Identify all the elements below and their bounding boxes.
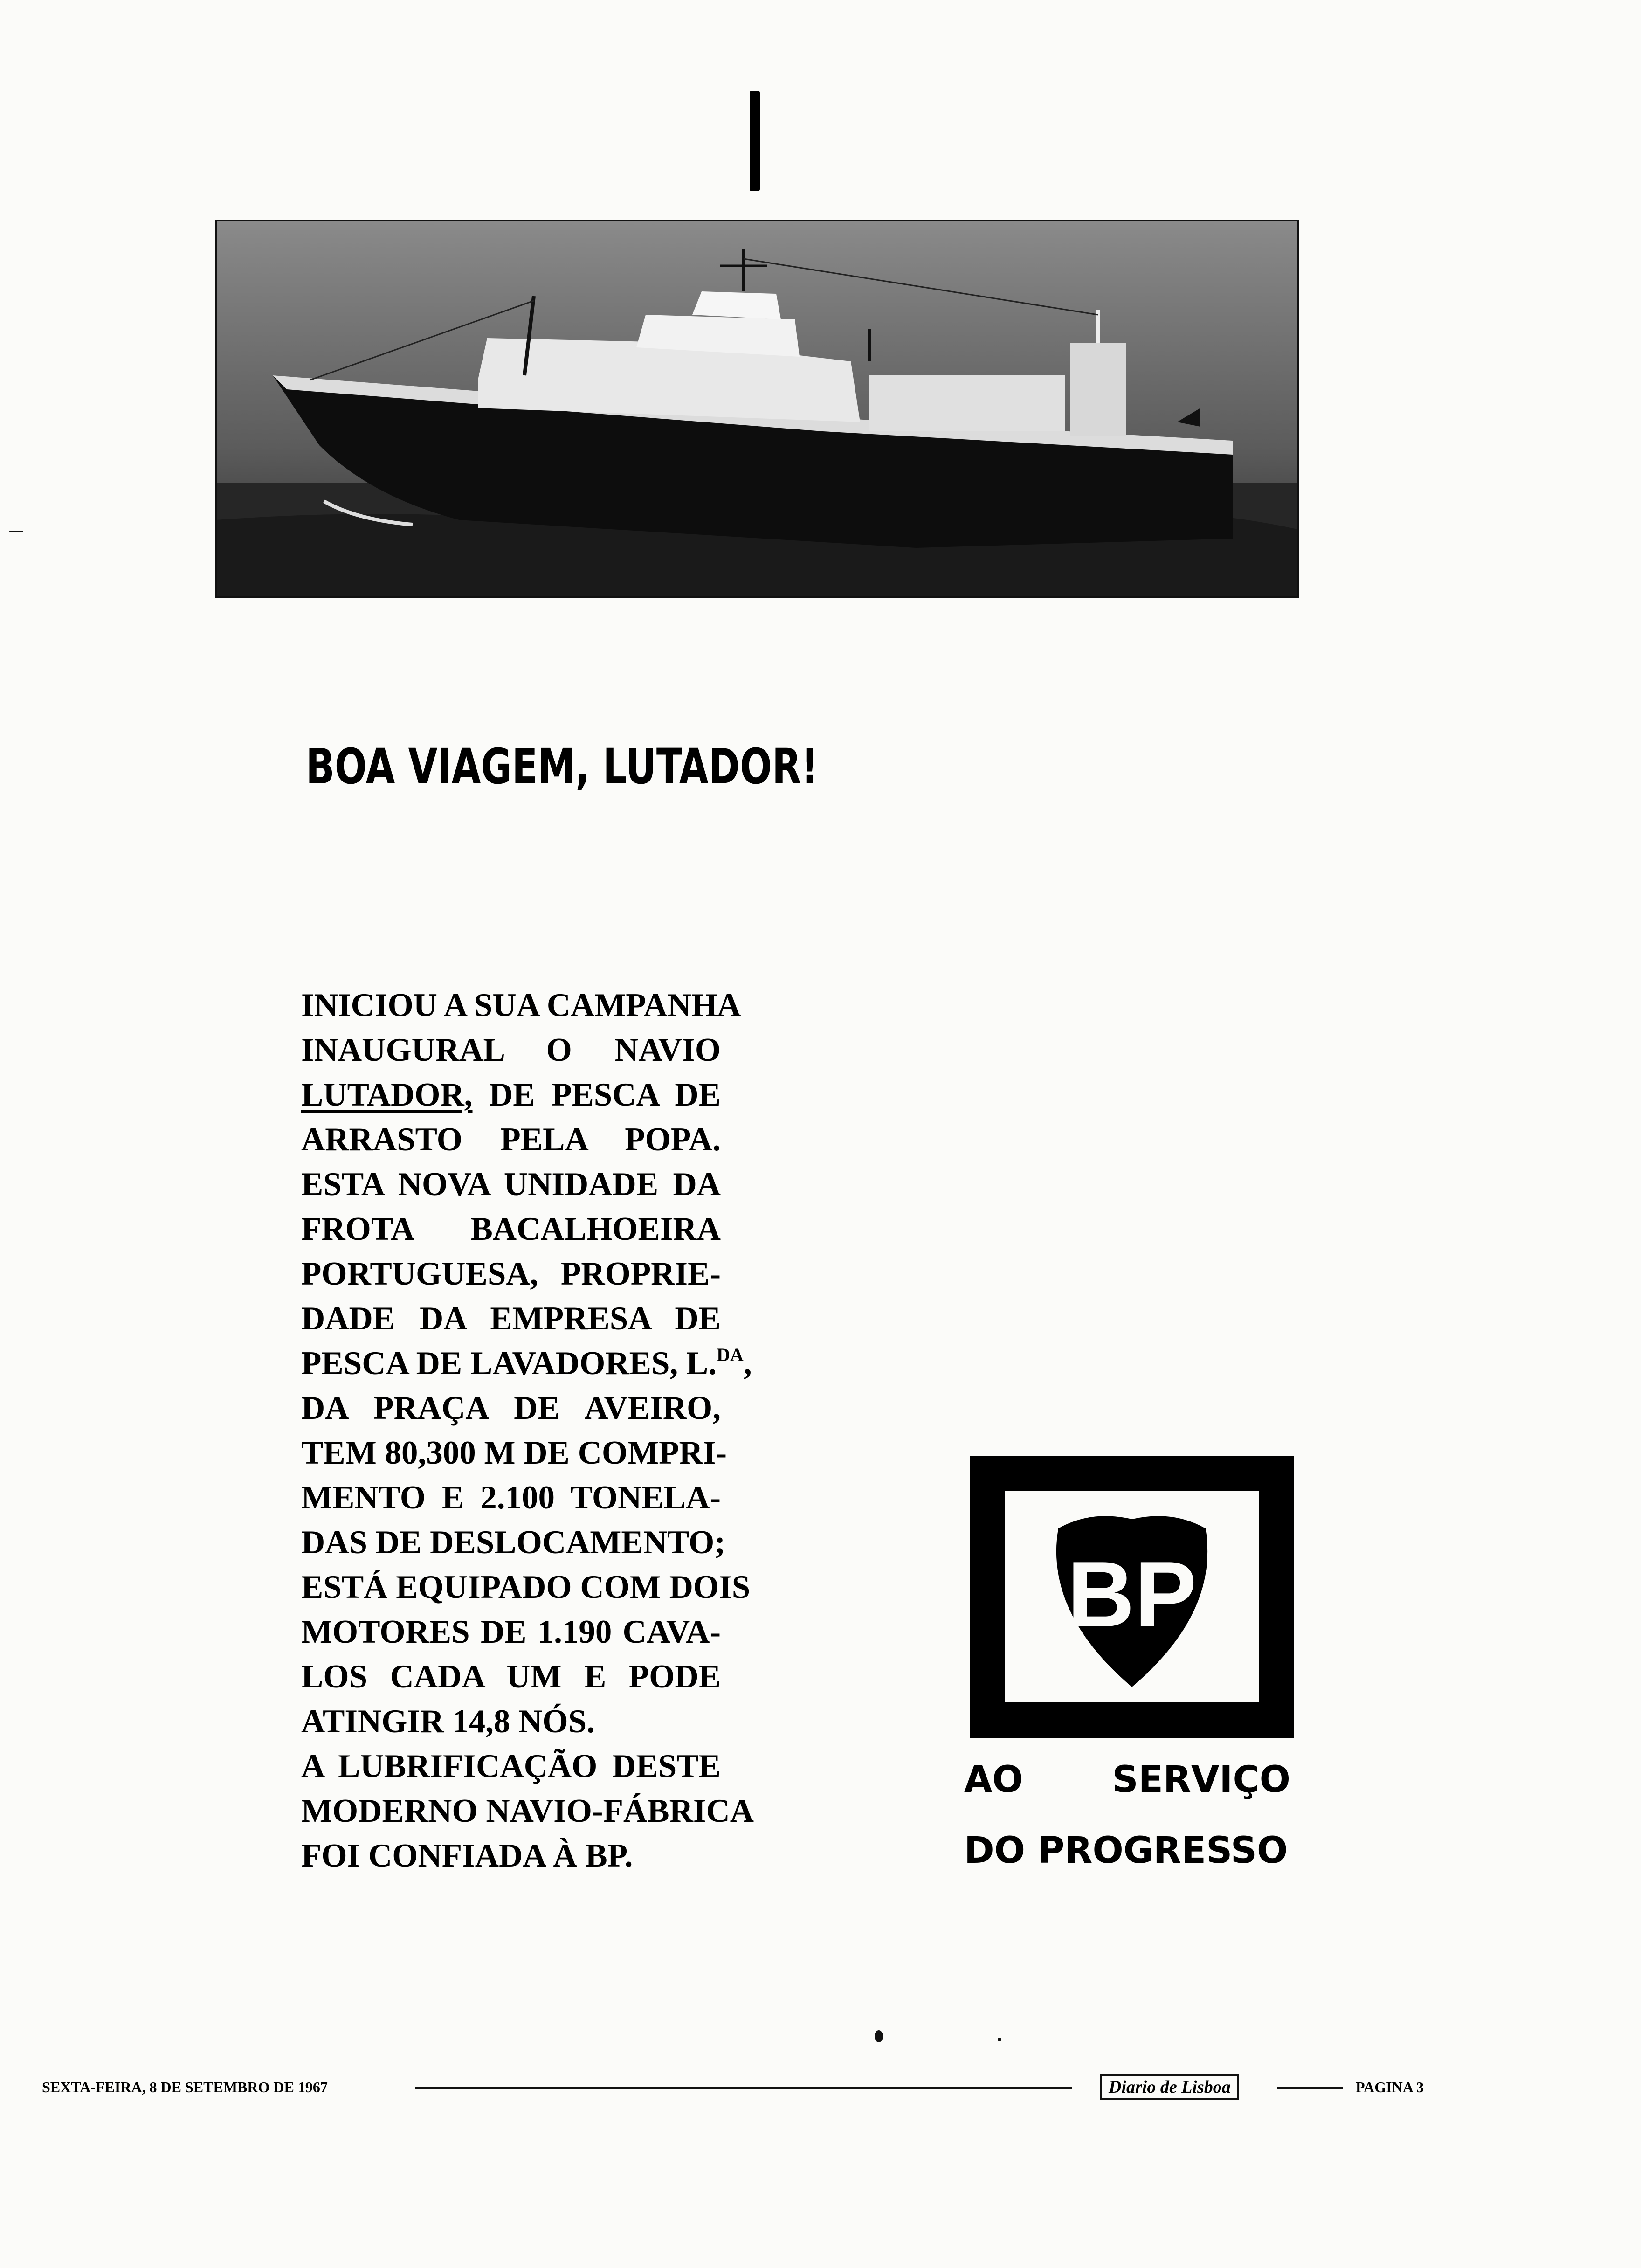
body-line: DADE DA EMPRESA DE — [301, 1300, 721, 1337]
bp-logo-inner — [1005, 1491, 1259, 1702]
footer-rule-left — [415, 2087, 1072, 2089]
ship-photo — [215, 220, 1299, 598]
body-line: FOI CONFIADA À BP. — [301, 1838, 633, 1874]
company-suffix: DA — [717, 1344, 744, 1365]
body-line: FROTA BACALHOEIRA — [301, 1211, 721, 1247]
footer-rule-right — [1277, 2087, 1343, 2089]
masthead: Diario de Lisboa — [1100, 2074, 1239, 2100]
ship-name: LUTADOR, — [301, 1077, 473, 1113]
body-line: DA PRAÇA DE AVEIRO, — [301, 1390, 721, 1426]
body-line: MENTO E 2.100 TONELA- — [301, 1480, 721, 1516]
body-line: INAUGURAL O NAVIO — [301, 1032, 721, 1068]
body-line: DAS DE DESLOCAMENTO; — [301, 1524, 725, 1561]
bp-logo — [970, 1456, 1294, 1738]
body-line-rest: DE PESCA DE — [489, 1077, 721, 1113]
footer-date: SEXTA-FEIRA, 8 DE SETEMBRO DE 1967 — [42, 2079, 328, 2095]
slogan-line-2: DO PROGRESSO — [964, 1830, 1288, 1872]
company-name: PESCA DE LAVADORES, L. — [301, 1345, 717, 1382]
body-copy — [301, 983, 754, 1878]
body-line: MODERNO NAVIO-FÁBRICA — [301, 1793, 754, 1829]
body-line: INICIOU A SUA CAMPANHA — [301, 987, 741, 1023]
body-line: ARRASTO PELA POPA. — [301, 1121, 721, 1158]
body-line: TEM 80,300 M DE COMPRI- — [301, 1435, 727, 1471]
body-line: ATINGIR 14,8 NÓS. — [301, 1703, 595, 1740]
ship-illustration — [217, 221, 1297, 596]
body-line: ESTÁ EQUIPADO COM DOIS — [301, 1569, 751, 1605]
slogan-line-1 — [964, 1759, 1290, 1801]
headline: BOA VIAGEM, LUTADOR! — [306, 738, 819, 795]
ink-speck — [998, 2038, 1001, 2041]
body-line: A LUBRIFICAÇÃO DESTE — [301, 1748, 721, 1784]
page-mark — [750, 91, 760, 191]
body-line: PORTUGUESA, PROPRIE- — [301, 1256, 721, 1292]
page-number: PAGINA 3 — [1356, 2079, 1424, 2095]
body-line-company: PESCA DE LAVADORES, L.$^{DA}$, — [301, 1344, 752, 1382]
bp-shield-icon — [1005, 1491, 1259, 1702]
bp-logo-text: BP — [1067, 1542, 1197, 1646]
body-line: ESTA NOVA UNIDADE DA — [301, 1166, 721, 1203]
body-line-ship-name — [301, 1072, 721, 1117]
ink-speck — [9, 531, 23, 532]
ink-speck — [875, 2030, 883, 2042]
body-line: MOTORES DE 1.190 CAVA- — [301, 1614, 721, 1650]
slogan-word-1: AO — [964, 1759, 1023, 1801]
slogan-word-2: SERVIÇO — [1112, 1759, 1290, 1801]
body-line: LOS CADA UM E PODE — [301, 1659, 721, 1695]
